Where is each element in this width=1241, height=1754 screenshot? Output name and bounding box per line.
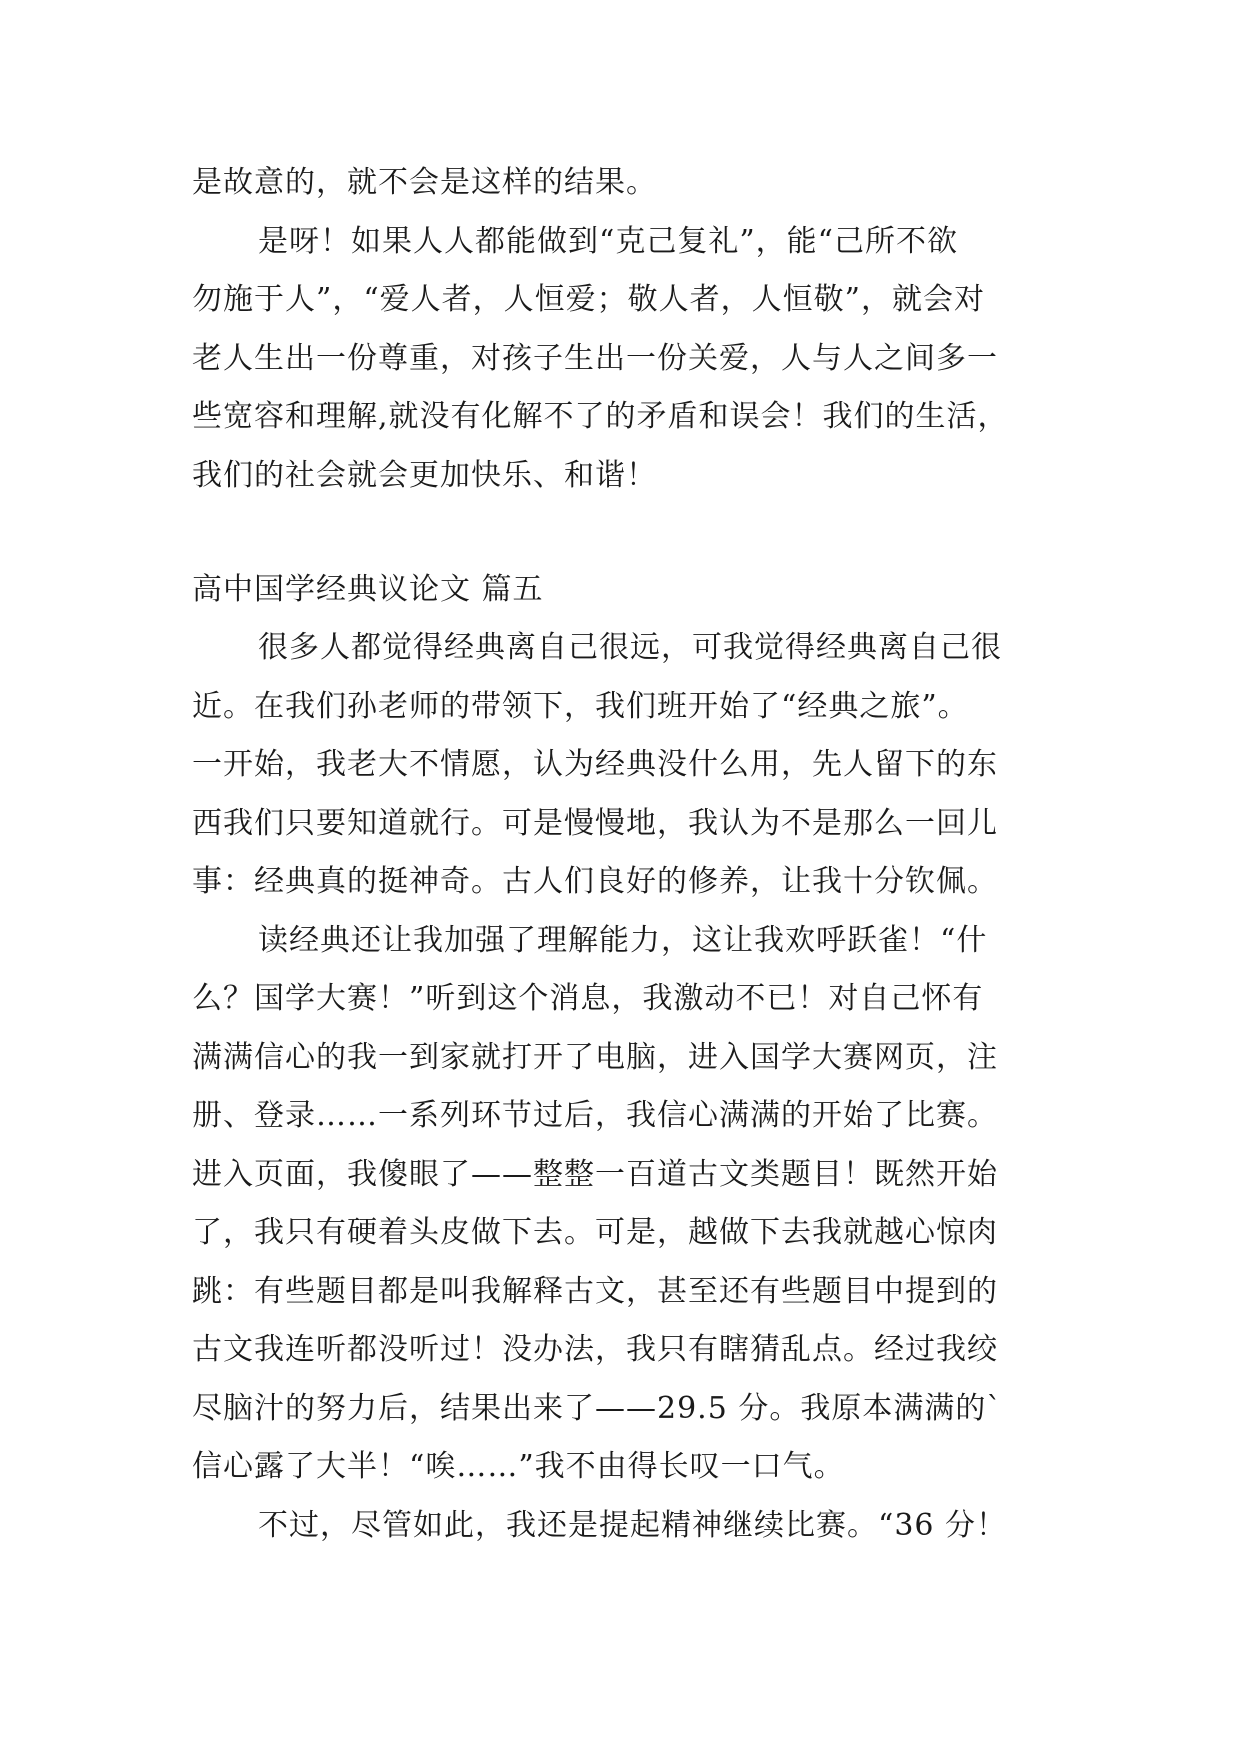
text-line: 跳：有些题目都是叫我解释古文，甚至还有些题目中提到的 xyxy=(192,1273,998,1309)
paragraph-group-1 xyxy=(192,154,1072,505)
text-line: 么？国学大赛！”听到这个消息，我激动不已！对自己怀有 xyxy=(192,981,984,1016)
text-line: 信心露了大半！“唉……”我不由得长叹一口气。 xyxy=(192,1449,845,1484)
text-line: 一开始，我老大不情愿，认为经典没什么用，先人留下的东 xyxy=(192,747,998,782)
text-line: 尽脑汁的努力后，结果出来了——29.5 分。我原本满满的` xyxy=(192,1390,1003,1426)
text-line: 近。在我们孙老师的带领下，我们班开始了“经典之旅”。 xyxy=(192,688,969,724)
text-line: 进入页面，我傻眼了——整整一百道古文类题目！既然开始 xyxy=(192,1156,998,1192)
text-line: 了，我只有硬着头皮做下去。可是，越做下去我就越心惊肉 xyxy=(192,1215,998,1250)
text-line: 老人生出一份尊重，对孩子生出一份关爱，人与人之间多一 xyxy=(192,340,998,376)
text-line: 古文我连听都没听过！没办法，我只有瞎猜乱点。经过我绞 xyxy=(192,1332,998,1367)
text-line: 我们的社会就会更加快乐、和谐！ xyxy=(192,457,657,493)
text-line: 不过，尽管如此，我还是提起精神继续比赛。“36 分！ xyxy=(258,1507,1008,1543)
text-line: 册、登录……一系列环节过后，我信心满满的开始了比赛。 xyxy=(192,1098,998,1133)
text-line: 满满信心的我一到家就打开了电脑，进入国学大赛网页，注 xyxy=(192,1039,998,1075)
paragraph-group-2 xyxy=(192,619,1072,1555)
text-line: 读经典还让我加强了理解能力，这让我欢呼跃雀！“什 xyxy=(258,922,988,958)
text-line: 是故意的，就不会是这样的结果。 xyxy=(192,165,657,200)
text-line: 很多人都觉得经典离自己很远，可我觉得经典离自己很 xyxy=(258,630,1002,665)
section-heading: 高中国学经典议论文 篇五 xyxy=(192,572,544,607)
text-line: 勿施于人”，“爱人者，人恒爱；敬人者，人恒敬”，就会对 xyxy=(192,282,986,317)
text-line: 些宽容和理解,就没有化解不了的矛盾和误会！我们的生活， xyxy=(192,399,1009,434)
text-line: 西我们只要知道就行。可是慢慢地，我认为不是那么一回儿 xyxy=(192,805,998,841)
text-line: 是呀！如果人人都能做到“克己复礼”，能“己所不欲 xyxy=(258,223,959,259)
text-line: 事：经典真的挺神奇。古人们良好的修养，让我十分钦佩。 xyxy=(192,864,998,899)
